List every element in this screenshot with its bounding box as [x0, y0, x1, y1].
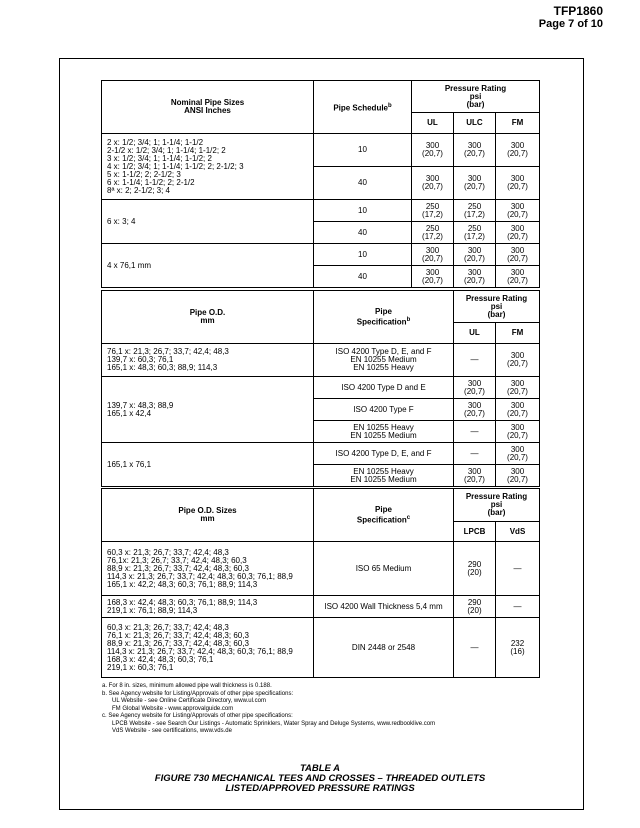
ulc-cell: 300 (20,7)	[454, 244, 496, 266]
fm-cell: 300 (20,7)	[496, 222, 540, 244]
vds-cell: —	[496, 596, 540, 618]
caption-figure-title: FIGURE 730 MECHANICAL TEES AND CROSSES – THREADED OUTLETS	[154, 773, 486, 784]
footnote-b: b. See Agency website for Listing/Approvals of other pipe specifications:	[102, 690, 294, 697]
fm-cell: 300 (20,7)	[496, 200, 540, 222]
table-row	[102, 618, 540, 678]
fm-cell: 300 (20,7)	[496, 266, 540, 288]
col-header-pipe-specification: Pipe Specification$^c$	[314, 489, 454, 542]
footnote-b-fm: FM Global Website - www.approvalguide.com	[112, 705, 234, 712]
ul-cell: 250 (17,2)	[412, 200, 454, 222]
spec-cell: ISO 4200 Wall Thickness 5,4 mm	[314, 596, 454, 618]
spec-cell: EN 10255 Heavy EN 10255 Medium	[314, 421, 454, 443]
lpcb-cell: 290 (20)	[454, 542, 496, 596]
table-ansi-pressure-ratings	[101, 80, 540, 288]
od-cell: 60,3 x: 21,3; 26,7; 33,7; 42,4; 48,3 76,1x: 21,3; 26,7; 33,7; 42,4; 48,3; 60,3 88,9 x: 21,3; 26,7; 33,7; 42,4; 48,3; 60,3 114,3 x: 21,3; 26,7; 33,7; 42,4; 48,3; 60,3; 76,1; 88,9 165,1 x: 42,2; 48,3; 60,3; 76,1; 88,9; 114,3	[102, 542, 314, 596]
ulc-cell: 300 (20,7)	[454, 167, 496, 200]
spec-cell: ISO 4200 Type D and E	[314, 377, 454, 399]
table-row	[102, 134, 540, 167]
od-cell: 139,7 x: 48,3; 88,9 165,1 x 42,4	[102, 377, 314, 443]
fm-cell: 300 (20,7)	[496, 399, 540, 421]
col-header-fm: FM	[496, 113, 540, 134]
table-row	[102, 200, 540, 222]
fm-cell: 300 (20,7)	[496, 465, 540, 487]
ul-cell: 300 (20,7)	[412, 244, 454, 266]
col-header-pipe-schedule: Pipe Schedule$^b$	[314, 81, 412, 134]
size-cell: 6 x: 3; 4	[102, 200, 314, 244]
footnotes	[102, 683, 542, 736]
fm-cell: 300 (20,7)	[496, 244, 540, 266]
ul-cell: —	[454, 443, 496, 465]
col-header-ul: UL	[454, 323, 496, 344]
col-header-pressure-rating: Pressure Rating psi (bar)	[412, 81, 540, 113]
vds-cell: —	[496, 542, 540, 596]
schedule-cell: 40	[314, 222, 412, 244]
table-metric-ul-fm-ratings	[101, 290, 540, 487]
col-header-ulc: ULC	[454, 113, 496, 134]
table-row	[102, 542, 540, 596]
schedule-cell: 40	[314, 167, 412, 200]
table-row	[102, 596, 540, 618]
col-header-ul: UL	[412, 113, 454, 134]
ul-cell: 300 (20,7)	[454, 377, 496, 399]
ul-cell: 250 (17,2)	[412, 222, 454, 244]
col-header-pipe-od-sizes: Pipe O.D. Sizes mm	[102, 489, 314, 542]
fm-cell: 300 (20,7)	[496, 134, 540, 167]
schedule-cell: 40	[314, 266, 412, 288]
table-row	[102, 377, 540, 399]
spec-cell: ISO 4200 Type F	[314, 399, 454, 421]
page-number: Page 7 of 10	[538, 18, 603, 30]
od-cell: 60,3 x: 21,3; 26,7; 33,7; 42,4; 48,3 76,1 x: 21,3; 26,7; 33,7; 42,4; 48,3; 60,3 88,9 x: 21,3; 26,7; 33,7; 42,4; 48,3; 60,3 114,3 x: 21,3; 26,7; 33,7; 42,4; 48,3; 60,3; 76,1; 88,9 168,3 x: 42,4; 48,3; 60,3; 76,1 219,1 x: 60,3; 76,1	[102, 618, 314, 678]
document-id: TFP1860	[553, 4, 603, 18]
spec-cell: EN 10255 Heavy EN 10255 Medium	[314, 465, 454, 487]
lpcb-cell: 290 (20)	[454, 596, 496, 618]
fm-cell: 300 (20,7)	[496, 377, 540, 399]
fm-cell: 300 (20,7)	[496, 344, 540, 377]
ul-cell: 300 (20,7)	[454, 465, 496, 487]
schedule-cell: 10	[314, 200, 412, 222]
table-row	[102, 244, 540, 266]
ul-cell: 300 (20,7)	[412, 266, 454, 288]
footnote-c: c. See Agency website for Listing/Approvals of other pipe specifications:	[102, 713, 293, 719]
caption-subtitle: LISTED/APPROVED PRESSURE RATINGS	[225, 783, 415, 794]
ul-cell: —	[454, 344, 496, 377]
table-row	[102, 443, 540, 465]
ulc-cell: 250 (17,2)	[454, 200, 496, 222]
fm-cell: 300 (20,7)	[496, 443, 540, 465]
od-cell: 76,1 x: 21,3; 26,7; 33,7; 42,4; 48,3 139,7 x: 60,3; 76,1 165,1 x: 48,3; 60,3; 88,9; 114,3	[102, 344, 314, 377]
ulc-cell: 300 (20,7)	[454, 266, 496, 288]
size-cell: 4 x 76,1 mm	[102, 244, 314, 288]
spec-cell: ISO 4200 Type D, E, and F EN 10255 Medium EN 10255 Heavy	[314, 344, 454, 377]
size-cell: 2 x: 1/2; 3/4; 1; 1-1/4; 1-1/2 2-1/2 x: 1/2; 3/4; 1; 1-1/4; 1-1/2; 2 3 x: 1/2; 3/4; 1; 1-1/4; 1-1/2; 2 4 x: 1/2; 3/4; 1; 1-1/4; 1-1/2; 2; 2-1/2; 3 5 x: 1-1/2; 2; 2-1/2; 3 6 x: 1-1/4; 1-1/2; 2; 2-1/2 8ª x: 2; 2-1/2; 3; 4	[102, 134, 314, 200]
col-header-vds: VdS	[496, 522, 540, 542]
col-header-pressure-rating: Pressure Rating psi (bar)	[454, 489, 540, 522]
od-cell: 168,3 x: 42,4; 48,3; 60,3; 76,1; 88,9; 114,3 219,1 x: 76,1; 88,9; 114,3	[102, 596, 314, 618]
spec-cell: DIN 2448 or 2548	[314, 618, 454, 678]
table-row	[102, 344, 540, 377]
schedule-cell: 10	[314, 134, 412, 167]
spec-cell: ISO 65 Medium	[314, 542, 454, 596]
spec-cell: ISO 4200 Type D, E, and F	[314, 443, 454, 465]
ul-cell: 300 (20,7)	[412, 167, 454, 200]
col-header-lpcb: LPCB	[454, 522, 496, 542]
caption-table-label: TABLE A	[299, 763, 341, 774]
ul-cell: 300 (20,7)	[412, 134, 454, 167]
col-header-pressure-rating: Pressure Rating psi (bar)	[454, 291, 540, 323]
ul-cell: —	[454, 421, 496, 443]
table-metric-lpcb-vds-ratings	[101, 488, 540, 678]
footnote-c-vds: VdS Website - see certifications, www.vds.de	[112, 728, 232, 734]
ulc-cell: 250 (17,2)	[454, 222, 496, 244]
od-cell: 165,1 x 76,1	[102, 443, 314, 487]
page-header	[539, 4, 603, 31]
col-header-pipe-od: Pipe O.D. mm	[102, 291, 314, 344]
fm-cell: 300 (20,7)	[496, 421, 540, 443]
footnote-b-ul: UL Website - see Online Certificate Directory, www.ul.com	[112, 698, 266, 704]
ul-cell: 300 (20,7)	[454, 399, 496, 421]
col-header-pipe-specification: Pipe Specification$^b$	[314, 291, 454, 344]
footnote-a: a. For 8 in. sizes, minimum allowed pipe wall thickness is 0.188.	[102, 683, 272, 689]
col-header-fm: FM	[496, 323, 540, 344]
fm-cell: 300 (20,7)	[496, 167, 540, 200]
lpcb-cell: —	[454, 618, 496, 678]
col-header-nominal-size: Nominal Pipe Sizes ANSI Inches	[102, 81, 314, 134]
footnote-c-lpcb: LPCB Website - see Search Our Listings - Automatic Sprinklers, Water Spray and Deluge Systems, www.redbooklive.com	[112, 720, 436, 727]
table-caption	[101, 764, 539, 794]
ulc-cell: 300 (20,7)	[454, 134, 496, 167]
vds-cell: 232 (16)	[496, 618, 540, 678]
schedule-cell: 10	[314, 244, 412, 266]
